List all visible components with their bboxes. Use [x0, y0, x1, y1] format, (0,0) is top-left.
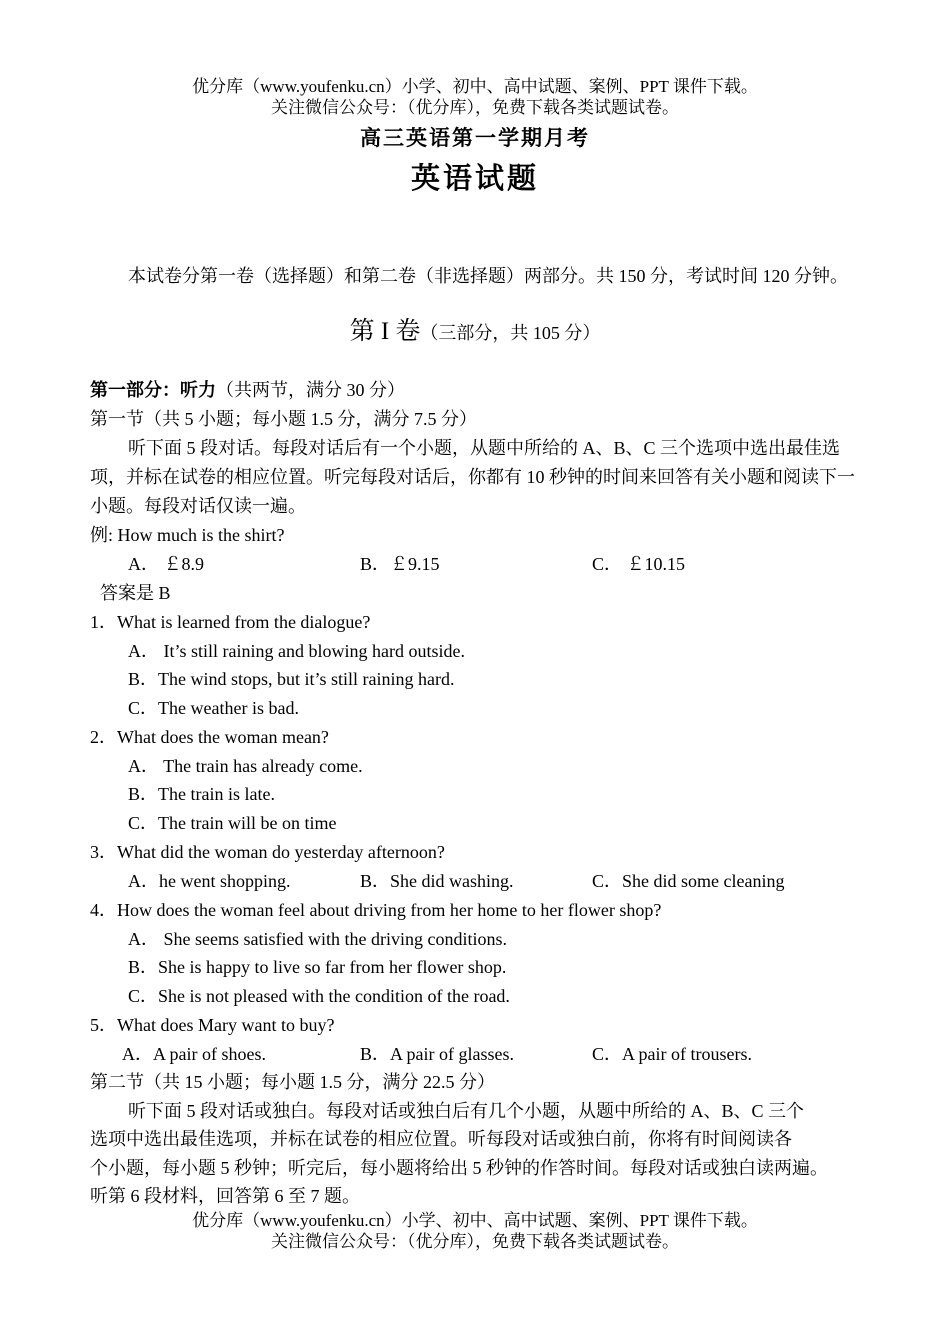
question-stem: 1．What is learned from the dialogue?: [90, 612, 371, 632]
volume-heading: [0, 318, 950, 347]
section2-line-1: 听下面 5 段对话或独白。每段对话或独白后有几个小题，从题中所给的 A、B、C 三个: [128, 1101, 805, 1121]
section2-line-2: 选项中选出最佳选项，并标在试卷的相应位置。听每段对话或独白前，你将有时间阅读各: [90, 1129, 792, 1149]
question-option: A．A pair of shoes.: [122, 1044, 266, 1064]
example-option-a: A． ￡8.9: [128, 554, 204, 574]
header-line-2: 关注微信公众号：（优分库），免费下载各类试题试卷。: [271, 98, 679, 117]
exam-title: 高三英语第一学期月考: [360, 125, 590, 150]
question-option: B．The wind stops, but it’s still raining hard.: [128, 669, 455, 689]
footer-line-2: 关注微信公众号：（优分库），免费下载各类试题试卷。: [271, 1232, 679, 1251]
question-option: A．he went shopping.: [128, 871, 291, 891]
section2-line-3: 个小题，每小题 5 秒钟；听完后，每小题将给出 5 秒钟的作答时间。每段对话或独白读两遍。: [90, 1158, 828, 1178]
question-option: B．A pair of glasses.: [360, 1044, 514, 1064]
part1-title: 第一部分：听力: [90, 380, 216, 400]
section2-line-4: 听第 6 段材料，回答第 6 至 7 题。: [90, 1186, 360, 1206]
part1-note: （共两节，满分 30 分）: [216, 380, 405, 400]
part1-heading: [90, 376, 405, 404]
intro-paragraph: 本试卷分第一卷（选择题）和第二卷（非选择题）两部分。共 150 分，考试时间 120 分钟。: [128, 266, 848, 286]
example-answer: 答案是 B: [100, 583, 171, 603]
footer-line-1: 优分库（www.youfenku.cn）小学、初中、高中试题、案例、PPT 课件下载。: [192, 1211, 758, 1230]
question-option: C．She is not pleased with the condition of the road.: [128, 986, 510, 1006]
question-option: C．The weather is bad.: [128, 698, 299, 718]
question-option: A． It’s still raining and blowing hard outside.: [128, 641, 465, 661]
section2-title: 第二节（共 15 小题；每小题 1.5 分，满分 22.5 分）: [90, 1072, 495, 1092]
exam-subtitle: 英语试题: [410, 161, 539, 195]
question-option: B．She is happy to live so far from her flower shop.: [128, 957, 507, 977]
example-option-c: C． ￡10.15: [592, 554, 686, 574]
question-stem: 5．What does Mary want to buy?: [90, 1015, 335, 1035]
volume-note: （三部分，共 105 分）: [420, 323, 601, 343]
example-question: 例: How much is the shirt?: [90, 525, 285, 545]
question-stem: 3．What did the woman do yesterday afternoon?: [90, 842, 445, 862]
question-option: A． The train has already come.: [128, 756, 363, 776]
example-option-b: B．￡9.15: [360, 554, 440, 574]
question-option: B．She did washing.: [360, 871, 514, 891]
section1-instructions: 听下面 5 段对话。每段对话后有一个小题，从题中所给的 A、B、C 三个选项中选出最佳选项，并标在试卷的相应位置。听完每段对话后，你都有 10 秒钟的时间来回答有关小题和阅读下一小题。每段对话仅读一遍。: [90, 438, 855, 516]
question-option: A． She seems satisfied with the driving conditions.: [128, 929, 507, 949]
question-option: C．She did some cleaning: [592, 871, 785, 891]
question-stem: 2．What does the woman mean?: [90, 727, 329, 747]
header-line-1: 优分库（www.youfenku.cn）小学、初中、高中试题、案例、PPT 课件下载。: [192, 77, 758, 96]
section1-title: 第一节（共 5 小题；每小题 1.5 分，满分 7.5 分）: [90, 409, 477, 429]
volume-label: 第 I 卷: [349, 318, 421, 345]
question-stem: 4．How does the woman feel about driving from her home to her flower shop?: [90, 900, 662, 920]
question-option: C．A pair of trousers.: [592, 1044, 752, 1064]
question-option: B．The train is late.: [128, 784, 275, 804]
question-option: C．The train will be on time: [128, 813, 337, 833]
